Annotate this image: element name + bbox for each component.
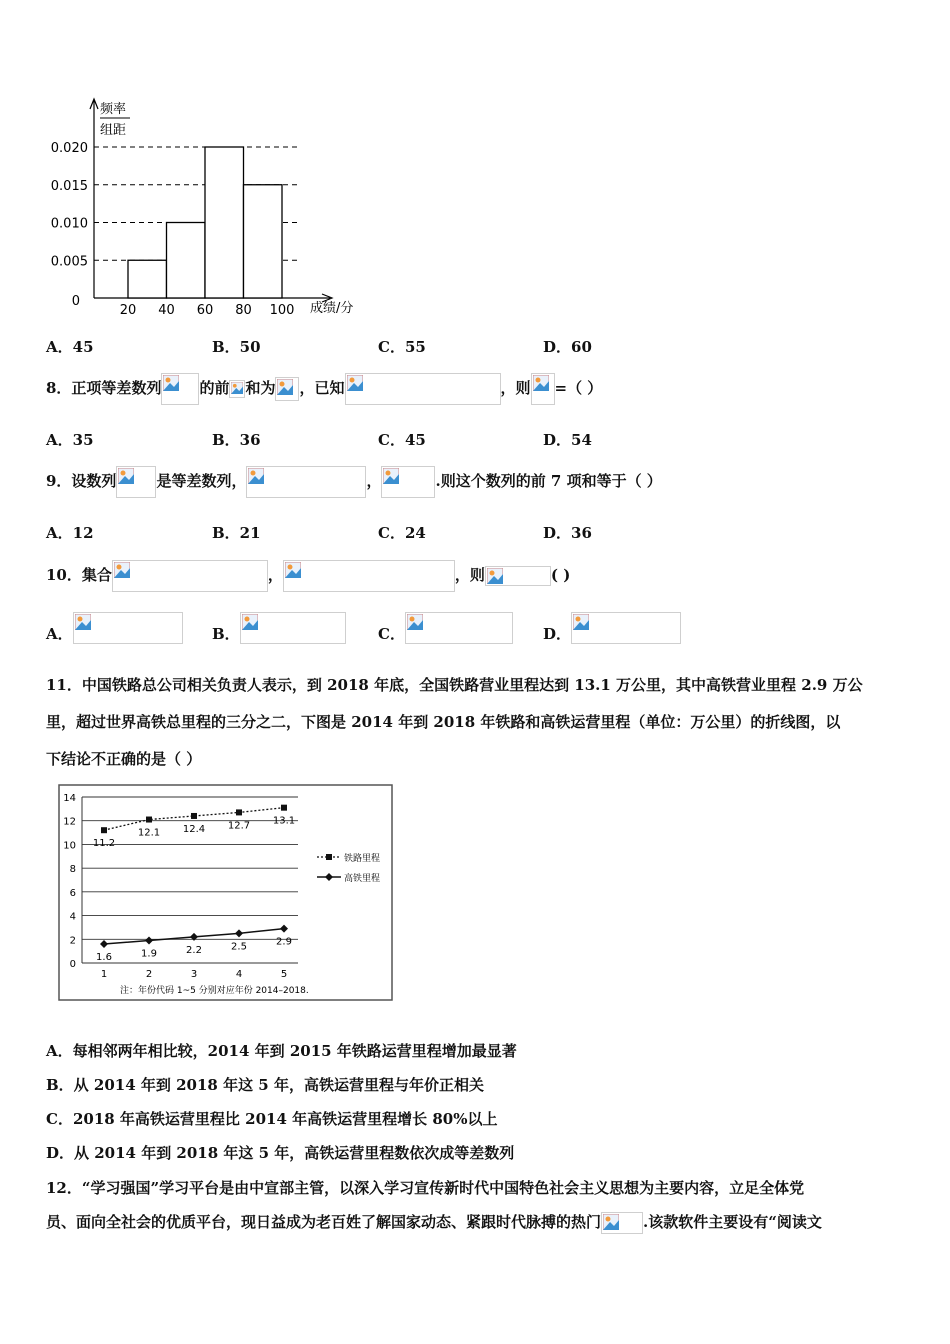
question-9 [46, 466, 662, 498]
formula-image-icon [485, 566, 551, 586]
histogram-bar [128, 260, 167, 298]
q10-choice-c[interactable] [378, 612, 513, 644]
y-tick-label: 0.015 [50, 178, 88, 194]
formula-image-icon [531, 373, 555, 405]
q7-choice-a[interactable]: A．45 [46, 338, 94, 356]
x-tick-label: 4 [235, 969, 243, 980]
q9-text-2: 是等差数列， [156, 472, 247, 490]
formula-image-icon [229, 380, 245, 398]
q12-text-b: .该款软件主要设有“阅读文 [643, 1213, 822, 1231]
q8-text-1: 8．正项等差数列 [46, 379, 162, 397]
q9-text-1: 9．设数列 [46, 472, 117, 490]
q9-choice-b[interactable]: B．21 [212, 524, 261, 542]
rail-point [191, 813, 197, 819]
y-tick-label: 0 [69, 959, 76, 970]
x-tick-label: 5 [280, 969, 288, 980]
rail-point [281, 805, 287, 811]
formula-image-icon [601, 1212, 643, 1234]
rail-data-label: 11.2 [92, 838, 116, 850]
q8-choice-a[interactable]: A．35 [46, 431, 94, 449]
q8-choice-b[interactable]: B．36 [212, 431, 261, 449]
q8-text-4: ，已知 [299, 379, 345, 397]
formula-image-icon [345, 373, 501, 405]
formula-image-icon [283, 560, 455, 592]
histogram-bar [167, 223, 206, 299]
q11-line-3: 下结论不正确的是（ ） [46, 750, 202, 768]
q7-choice-c[interactable]: C．55 [378, 338, 426, 356]
q12-line-1: 12．“学习强国”学习平台是由中宣部主管，以深入学习宣传新时代中国特色社会主义思想为主要内容，立足全体党 [46, 1179, 805, 1197]
q9-choice-a[interactable]: A．12 [46, 524, 94, 542]
hsr-data-label: 1.9 [141, 948, 157, 960]
q10-text-4: ( ) [550, 566, 571, 584]
legend-rail-marker [326, 854, 332, 860]
origin-label: 0 [71, 294, 80, 309]
histogram-bar [205, 147, 244, 298]
y-tick-label: 14 [63, 793, 76, 804]
q12-line-2 [46, 1212, 822, 1234]
y-tick-label: 12 [63, 816, 76, 828]
hsr-data-label: 2.5 [231, 941, 247, 953]
q11-line-1: 11．中国铁路总公司相关负责人表示，到 2018 年底，全国铁路营业里程达到 13.1 万公里，其中高铁营业里程 2.9 万公 [46, 676, 863, 694]
q10-choice-b-label: B． [212, 625, 240, 643]
legend-rail-label: 铁路里程 [344, 854, 381, 864]
formula-image-icon [112, 560, 268, 592]
q8-text-5: ，则 [500, 379, 531, 397]
q11-choice-b[interactable]: B．从 2014 年到 2018 年这 5 年，高铁运营里程与年价正相关 [46, 1076, 484, 1094]
rail-data-label: 13.1 [272, 815, 296, 827]
formula-image-icon [381, 466, 435, 498]
formula-image-icon [161, 373, 199, 405]
x-tick-label: 80 [235, 303, 252, 318]
legend-hsr-label: 高铁里程 [344, 874, 381, 884]
q8-text-2: 的前 [199, 379, 230, 397]
q11-line-2: 里，超过世界高铁总里程的三分之二，下图是 2014 年到 2018 年铁路和高铁运营里程（单位：万公里）的折线图，以 [46, 713, 841, 731]
y-tick-label: 8 [69, 864, 76, 876]
x-tick-label: 40 [158, 303, 175, 318]
question-10 [46, 560, 570, 592]
q10-choice-c-label: C． [378, 625, 405, 643]
chart-note: 注：年份代码 1~5 分别对应年份 2014–2018. [120, 986, 309, 996]
y-tick-label: 0.020 [50, 141, 88, 156]
formula-image-icon [246, 466, 366, 498]
x-tick-label: 3 [190, 969, 198, 980]
rail-point [146, 817, 152, 823]
q12-text-a: 员、面向全社会的优质平台，现日益成为老百姓了解国家动态、紧跟时代脉搏的热门 [46, 1213, 602, 1231]
q9-text-4: .则这个数列的前 7 项和等于（ ） [435, 472, 662, 490]
q7-choice-b[interactable]: B．50 [212, 338, 261, 356]
y-tick-label: 2 [69, 935, 76, 947]
q11-choice-a[interactable]: A．每相邻两年相比较，2014 年到 2015 年铁路运营里程增加最显著 [46, 1042, 517, 1060]
formula-image-icon [73, 612, 183, 644]
q10-text-1: 10．集合 [46, 566, 112, 584]
hsr-data-label: 2.9 [276, 936, 292, 948]
y-tick-label: 0.010 [50, 216, 88, 232]
x-tick-label: 20 [119, 303, 137, 318]
q10-choice-a-label: A． [46, 625, 73, 643]
formula-image-icon [405, 612, 513, 644]
q9-choice-c[interactable]: C．24 [378, 524, 426, 542]
q8-choice-d[interactable]: D．54 [543, 431, 592, 449]
formula-image-icon [116, 466, 156, 498]
x-tick-label: 60 [196, 303, 214, 318]
formula-image-icon [571, 612, 681, 644]
q10-text-2: ， [267, 566, 283, 584]
q11-choice-c[interactable]: C．2018 年高铁运营里程比 2014 年高铁运营里程增长 80%以上 [46, 1110, 498, 1128]
q7-choice-d[interactable]: D．60 [543, 338, 592, 356]
hsr-data-label: 1.6 [96, 952, 112, 964]
hsr-data-label: 2.2 [186, 944, 202, 956]
q10-choice-d[interactable] [543, 612, 681, 644]
x-tick-label: 1 [100, 969, 108, 980]
x-tick-label: 2 [145, 969, 153, 980]
histogram-bar [244, 185, 283, 298]
q9-text-3: ， [366, 472, 382, 490]
x-tick-label: 100 [269, 303, 295, 318]
formula-image-icon [240, 612, 346, 644]
histogram-chart [40, 95, 380, 325]
rail-data-label: 12.7 [227, 820, 251, 832]
question-8 [46, 373, 602, 405]
rail-point [236, 809, 242, 815]
y-tick-label: 4 [69, 911, 76, 923]
q10-choice-a[interactable] [46, 612, 183, 644]
y-tick-label: 0.005 [50, 254, 88, 270]
x-title: 成绩/分 [310, 301, 354, 316]
line-chart [58, 784, 394, 1002]
y-title-top: 频率 [100, 102, 127, 117]
q8-choice-c[interactable]: C．45 [378, 431, 426, 449]
y-title-bottom: 组距 [100, 123, 127, 138]
formula-image-icon [275, 377, 299, 401]
y-tick-label: 10 [63, 840, 76, 852]
q11-choice-d[interactable]: D．从 2014 年到 2018 年这 5 年，高铁运营里程数依次成等差数列 [46, 1144, 515, 1162]
rail-data-label: 12.1 [137, 827, 161, 839]
q8-text-3: 和为 [245, 379, 276, 397]
rail-point [101, 827, 107, 833]
q10-choice-d-label: D． [543, 625, 572, 643]
q10-text-3: ，则 [454, 566, 485, 584]
q10-choice-b[interactable] [212, 612, 346, 644]
q8-text-6: =（ ） [554, 379, 603, 397]
q9-choice-d[interactable]: D．36 [543, 524, 592, 542]
y-tick-label: 6 [69, 887, 76, 899]
rail-data-label: 12.4 [182, 823, 206, 835]
